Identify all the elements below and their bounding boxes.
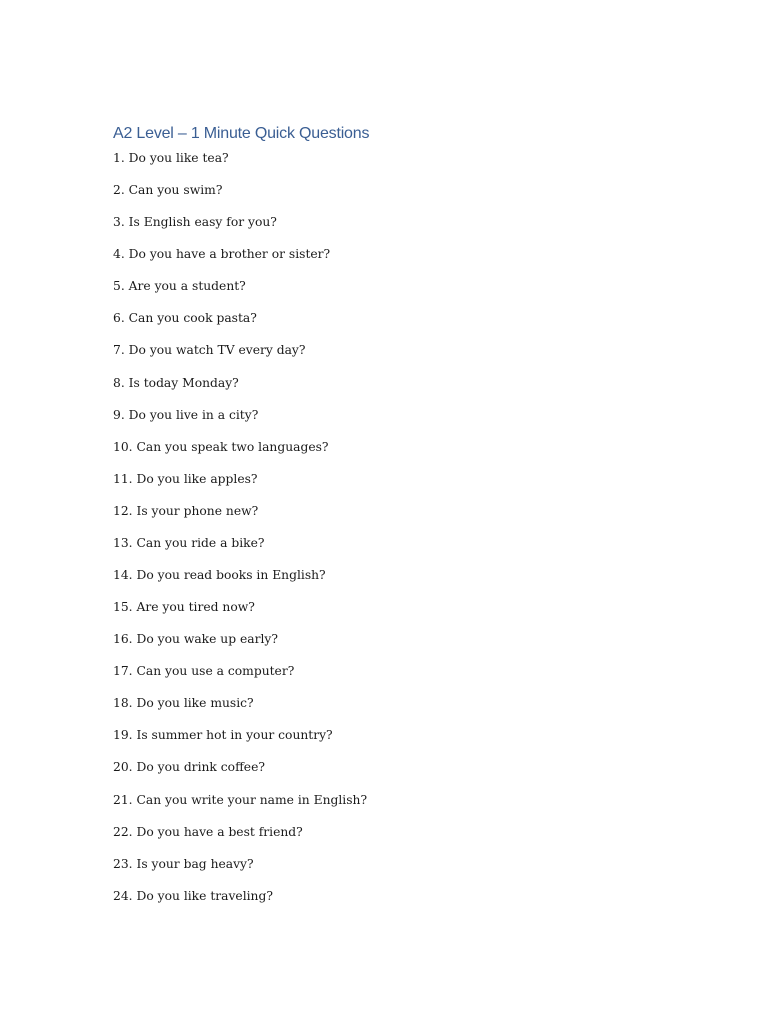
question-item: 14. Do you read books in English? [113,568,326,583]
question-item: 22. Do you have a best friend? [113,824,303,839]
question-list [113,149,367,919]
question-item: 20. Do you drink coffee? [113,760,265,775]
question-item: 1. Do you like tea? [113,151,229,165]
question-item: 11. Do you like apples? [113,471,258,486]
question-item: 9. Do you live in a city? [113,407,259,422]
question-item: 12. Is your phone new? [113,503,259,518]
question-item: 23. Is your bag heavy? [113,856,254,871]
question-item: 2. Can you swim? [113,183,223,198]
question-item: 17. Can you use a computer? [113,664,295,679]
question-item: 19. Is summer hot in your country? [113,728,333,743]
question-item: 21. Can you write your name in English? [113,792,368,807]
question-item: 18. Do you like music? [113,696,254,711]
question-item: 8. Is today Monday? [113,375,239,390]
question-item: 4. Do you have a brother or sister? [113,247,331,262]
question-item: 6. Can you cook pasta? [113,311,257,326]
question-item: 13. Can you ride a bike? [113,535,265,550]
question-item: 16. Do you wake up early? [113,632,278,647]
question-item: 3. Is English easy for you? [113,215,277,230]
page-title: A2 Level – 1 Minute Quick Questions [113,125,370,142]
question-item: 15. Are you tired now? [113,600,255,615]
question-item: 5. Are you a student? [113,279,246,294]
question-item: 10. Can you speak two languages? [113,439,329,454]
question-item: 7. Do you watch TV every day? [113,343,306,358]
question-item: 24. Do you like traveling? [113,888,273,903]
